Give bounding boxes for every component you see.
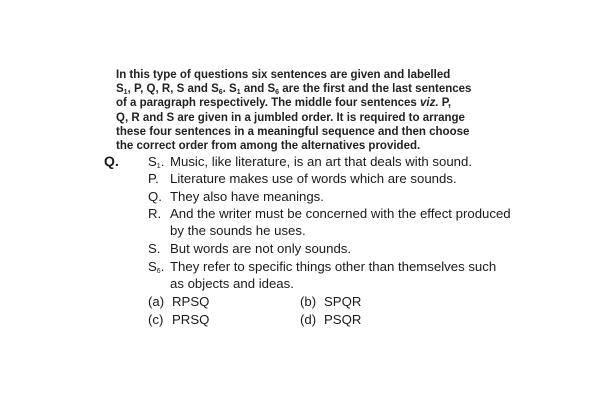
sentence-label: $S_1$. — [148, 154, 165, 170]
instructions-line-3: of a paragraph respectively. The middle four sentences viz. P, — [116, 97, 452, 110]
sentence-r-continuation: by the sounds he uses. — [170, 223, 306, 238]
sentence-text: Literature makes use of words which are sounds. — [170, 171, 457, 186]
option-text: RPSQ — [172, 294, 210, 309]
sentence-label: S. — [148, 241, 161, 256]
sentence-s1 — [148, 154, 472, 169]
sentence-s — [148, 241, 351, 256]
instructions-line-5: these four sentences in a meaningful sequence and then choose — [116, 125, 470, 138]
sentence-label: $S_6$. — [148, 259, 165, 275]
question-label: Q. — [104, 153, 119, 169]
sentence-label: R. — [148, 206, 162, 221]
sentence-label: P. — [148, 171, 159, 186]
option-b[interactable] — [300, 294, 361, 309]
option-text: PRSQ — [172, 312, 210, 327]
option-c[interactable] — [148, 312, 209, 327]
option-label: (d) — [300, 312, 317, 327]
sentence-r — [148, 206, 511, 221]
sentence-text: But words are not only sounds. — [170, 241, 352, 256]
option-label: (a) — [148, 294, 165, 309]
instructions-line-6: the correct order from among the alternatives provided. — [116, 140, 421, 153]
sentence-text: They refer to specific things other than themselves such — [170, 259, 497, 274]
sentence-text: Music, like literature, is an art that deals with sound. — [170, 154, 472, 169]
instructions-line-2: $S_1$, P, Q, R, S and $S_6$. $S_1$ and $S_6$ are the first and the last sentences — [116, 83, 472, 97]
instructions-line-1: In this type of questions six sentences are given and labelled — [116, 69, 451, 81]
sentence-label: Q. — [148, 189, 162, 204]
option-label: (b) — [300, 294, 317, 309]
instructions-line-4: Q, R and S are given in a jumbled order. It is required to arrange — [116, 111, 465, 124]
sentence-p — [148, 171, 457, 186]
option-a[interactable] — [148, 294, 209, 309]
sentence-text: They also have meanings. — [170, 189, 324, 204]
option-text: PSQR — [324, 312, 362, 327]
sentence-s6-continuation: as objects and ideas. — [170, 276, 294, 291]
instructions-paragraph — [116, 68, 488, 153]
sentence-s6 — [148, 259, 496, 274]
option-d[interactable] — [300, 312, 361, 327]
sentence-q — [148, 189, 324, 204]
option-text: SPQR — [324, 294, 362, 309]
sentence-text: And the writer must be concerned with the effect produced — [170, 206, 511, 221]
option-label: (c) — [148, 312, 164, 327]
